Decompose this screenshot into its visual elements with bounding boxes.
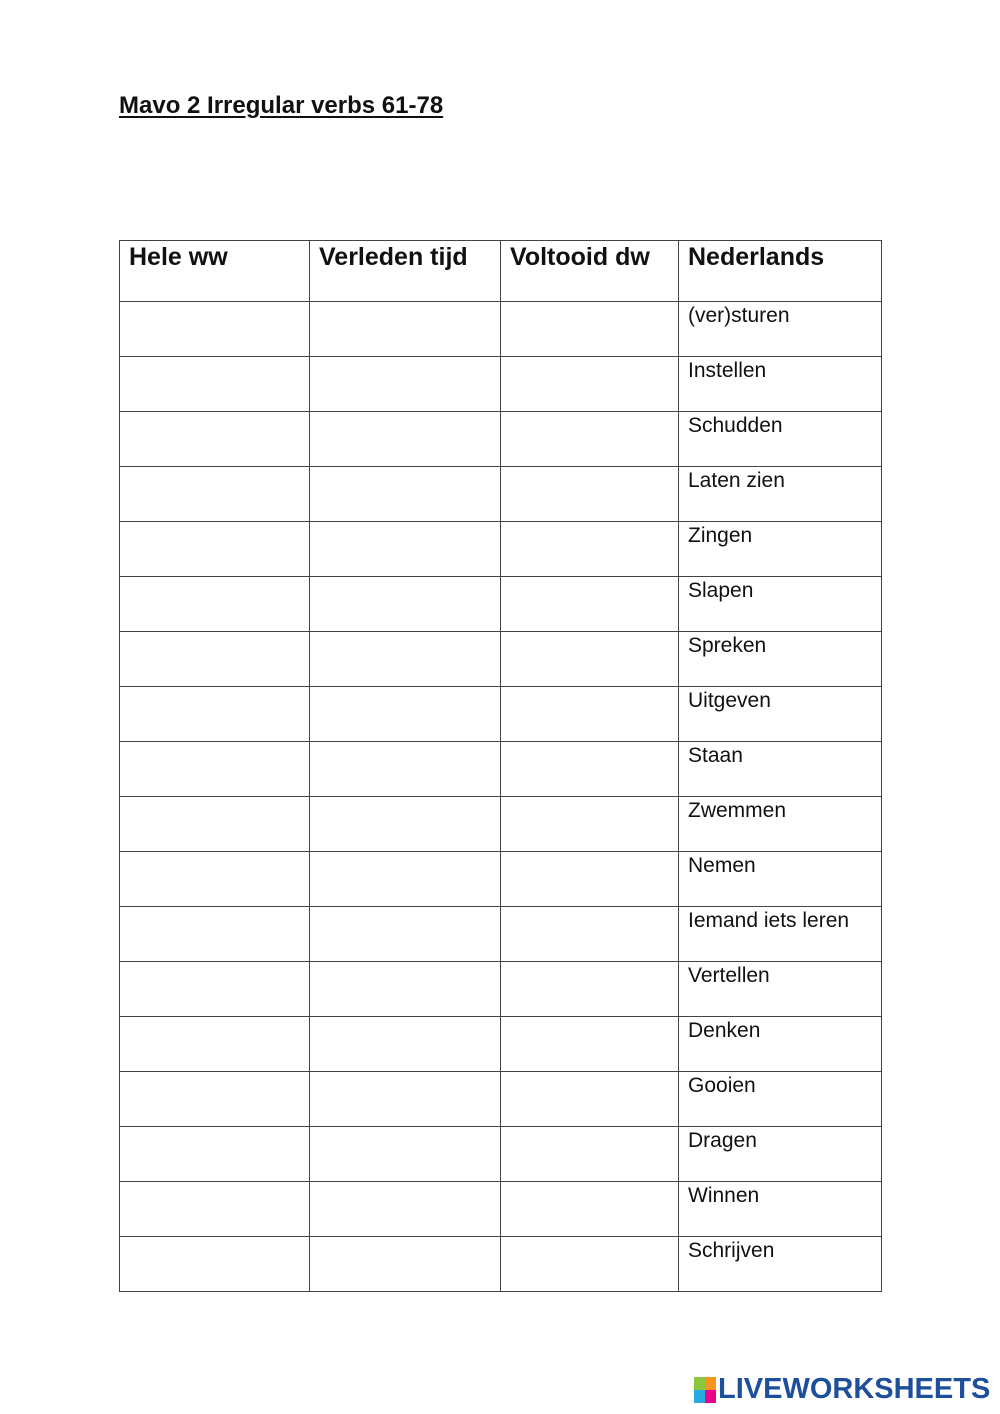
- cell-verleden-tijd[interactable]: [310, 742, 501, 797]
- worksheet-title: Mavo 2 Irregular verbs 61-78: [119, 92, 444, 119]
- cell-nederlands: Gooien: [679, 1072, 882, 1127]
- cell-voltooid-dw[interactable]: [501, 962, 679, 1017]
- cell-nederlands: Schudden: [679, 412, 882, 467]
- cell-voltooid-dw[interactable]: [501, 797, 679, 852]
- table-row: [120, 632, 882, 687]
- cell-verleden-tijd[interactable]: [310, 1237, 501, 1292]
- cell-verleden-tijd[interactable]: [310, 687, 501, 742]
- cell-nederlands: Spreken: [679, 632, 882, 687]
- cell-verleden-tijd[interactable]: [310, 632, 501, 687]
- cell-verleden-tijd[interactable]: [310, 1072, 501, 1127]
- cell-hele-ww[interactable]: [120, 357, 310, 412]
- cell-voltooid-dw[interactable]: [501, 632, 679, 687]
- table-row: [120, 522, 882, 577]
- logo-text: LIVEWORKSHEETS: [718, 1373, 991, 1405]
- cell-verleden-tijd[interactable]: [310, 962, 501, 1017]
- header-voltooid-dw: Voltooid dw: [501, 241, 679, 302]
- cell-nederlands: Staan: [679, 742, 882, 797]
- cell-voltooid-dw[interactable]: [501, 522, 679, 577]
- table-row: [120, 412, 882, 467]
- table-row: [120, 1237, 882, 1292]
- cell-voltooid-dw[interactable]: [501, 1017, 679, 1072]
- table-row: [120, 1017, 882, 1072]
- table-row: [120, 852, 882, 907]
- table-row: [120, 687, 882, 742]
- table-header-row: [120, 241, 882, 302]
- cell-hele-ww[interactable]: [120, 797, 310, 852]
- cell-hele-ww[interactable]: [120, 522, 310, 577]
- cell-voltooid-dw[interactable]: [501, 302, 679, 357]
- cell-voltooid-dw[interactable]: [501, 907, 679, 962]
- table-row: [120, 907, 882, 962]
- logo-square-pink: [705, 1390, 716, 1403]
- cell-verleden-tijd[interactable]: [310, 302, 501, 357]
- cell-hele-ww[interactable]: [120, 1072, 310, 1127]
- cell-hele-ww[interactable]: [120, 302, 310, 357]
- cell-hele-ww[interactable]: [120, 852, 310, 907]
- cell-voltooid-dw[interactable]: [501, 357, 679, 412]
- cell-hele-ww[interactable]: [120, 907, 310, 962]
- cell-voltooid-dw[interactable]: [501, 577, 679, 632]
- table-row: [120, 302, 882, 357]
- cell-voltooid-dw[interactable]: [501, 412, 679, 467]
- header-nederlands: Nederlands: [679, 241, 882, 302]
- cell-hele-ww[interactable]: [120, 467, 310, 522]
- table-row: [120, 1182, 882, 1237]
- cell-nederlands: Dragen: [679, 1127, 882, 1182]
- cell-nederlands: Schrijven: [679, 1237, 882, 1292]
- cell-verleden-tijd[interactable]: [310, 907, 501, 962]
- cell-verleden-tijd[interactable]: [310, 1127, 501, 1182]
- cell-nederlands: Instellen: [679, 357, 882, 412]
- cell-hele-ww[interactable]: [120, 687, 310, 742]
- cell-hele-ww[interactable]: [120, 962, 310, 1017]
- cell-voltooid-dw[interactable]: [501, 852, 679, 907]
- cell-hele-ww[interactable]: [120, 632, 310, 687]
- table-body: [120, 302, 882, 1292]
- cell-hele-ww[interactable]: [120, 742, 310, 797]
- cell-nederlands: Nemen: [679, 852, 882, 907]
- cell-verleden-tijd[interactable]: [310, 522, 501, 577]
- table-row: [120, 797, 882, 852]
- cell-nederlands: Vertellen: [679, 962, 882, 1017]
- cell-voltooid-dw[interactable]: [501, 1182, 679, 1237]
- cell-nederlands: Iemand iets leren: [679, 907, 882, 962]
- cell-verleden-tijd[interactable]: [310, 1182, 501, 1237]
- cell-verleden-tijd[interactable]: [310, 797, 501, 852]
- table-row: [120, 467, 882, 522]
- cell-nederlands: Zwemmen: [679, 797, 882, 852]
- cell-verleden-tijd[interactable]: [310, 852, 501, 907]
- verbs-table: [119, 240, 882, 1292]
- table-row: [120, 1127, 882, 1182]
- cell-nederlands: Uitgeven: [679, 687, 882, 742]
- cell-voltooid-dw[interactable]: [501, 742, 679, 797]
- cell-nederlands: Slapen: [679, 577, 882, 632]
- header-verleden-tijd: Verleden tijd: [310, 241, 501, 302]
- cell-voltooid-dw[interactable]: [501, 1127, 679, 1182]
- cell-voltooid-dw[interactable]: [501, 687, 679, 742]
- cell-voltooid-dw[interactable]: [501, 1072, 679, 1127]
- cell-nederlands: Laten zien: [679, 467, 882, 522]
- logo-square-green: [694, 1377, 705, 1390]
- cell-voltooid-dw[interactable]: [501, 1237, 679, 1292]
- table-row: [120, 577, 882, 632]
- cell-hele-ww[interactable]: [120, 412, 310, 467]
- header-hele-ww: Hele ww: [120, 241, 310, 302]
- table-row: [120, 742, 882, 797]
- cell-hele-ww[interactable]: [120, 577, 310, 632]
- logo-mark-icon: [694, 1377, 716, 1403]
- cell-voltooid-dw[interactable]: [501, 467, 679, 522]
- cell-hele-ww[interactable]: [120, 1237, 310, 1292]
- cell-nederlands: Denken: [679, 1017, 882, 1072]
- cell-nederlands: Winnen: [679, 1182, 882, 1237]
- cell-verleden-tijd[interactable]: [310, 467, 501, 522]
- cell-hele-ww[interactable]: [120, 1182, 310, 1237]
- cell-hele-ww[interactable]: [120, 1127, 310, 1182]
- liveworksheets-logo: [694, 1375, 990, 1404]
- cell-verleden-tijd[interactable]: [310, 1017, 501, 1072]
- table-row: [120, 962, 882, 1017]
- cell-verleden-tijd[interactable]: [310, 577, 501, 632]
- table-row: [120, 1072, 882, 1127]
- logo-square-orange: [705, 1377, 716, 1390]
- cell-verleden-tijd[interactable]: [310, 412, 501, 467]
- cell-nederlands: Zingen: [679, 522, 882, 577]
- cell-nederlands: (ver)sturen: [679, 302, 882, 357]
- cell-verleden-tijd[interactable]: [310, 357, 501, 412]
- logo-square-blue: [694, 1390, 705, 1403]
- table-row: [120, 357, 882, 412]
- cell-hele-ww[interactable]: [120, 1017, 310, 1072]
